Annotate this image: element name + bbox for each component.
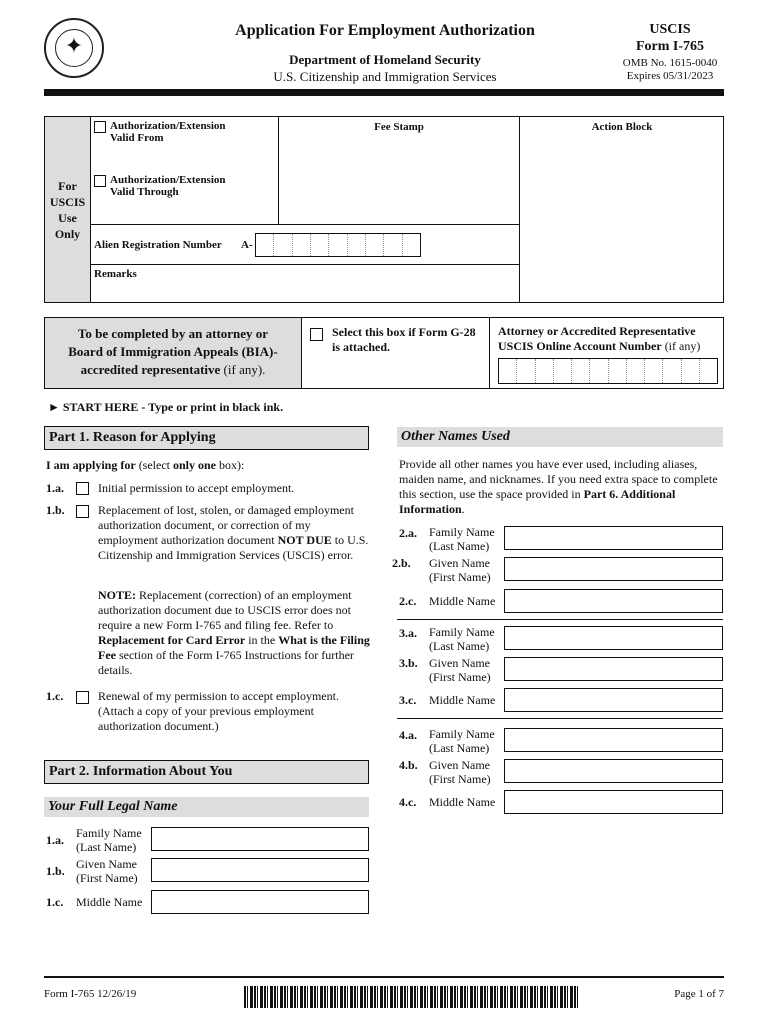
alien-number-cell [91, 225, 520, 265]
authorization-cell [91, 117, 279, 225]
item-1a-text: Initial permission to accept employment. [98, 481, 295, 495]
attorney-block [44, 317, 724, 389]
form-edition: Form I-765 12/26/19 [44, 988, 137, 1000]
account-number-label: Attorney or Accredited Representative USCIS Online Account Number (if any) [498, 324, 701, 353]
other-3a-number: 3.a. [399, 626, 417, 640]
page-number: Page 1 of 7 [674, 988, 724, 1000]
other-3c-middle-name-input[interactable] [504, 688, 723, 712]
other-3c-label: Middle Name [429, 693, 496, 707]
item-1b-number: 1.b. [46, 503, 65, 517]
part2-1c-number: 1.c. [46, 895, 64, 909]
item-1c-checkbox[interactable] [76, 691, 89, 704]
legal-family-name-input[interactable] [151, 827, 369, 851]
other-3b-given-name-input[interactable] [504, 657, 723, 681]
form-number: Form I-765 [635, 39, 705, 54]
remarks-cell [91, 265, 520, 302]
other-4b-label: Given Name (First Name) [429, 758, 491, 786]
other-3a-label: Family Name (Last Name) [429, 625, 495, 653]
item-1b-note: NOTE: Replacement (correction) of an employment authorization document due to USCIS error does not require a new Form I-765 and filing fee. Refer to Replacement for Card Error in the What is the Filing Fee section of the Form I-765 Instructions for further details. [98, 588, 370, 677]
group-divider [397, 718, 723, 719]
other-2c-number: 2.c. [399, 594, 417, 608]
department-name: Department of Homeland Security [289, 52, 481, 67]
item-1a-number: 1.a. [46, 481, 64, 495]
g28-cell [302, 318, 490, 388]
other-4c-middle-name-input[interactable] [504, 790, 723, 814]
other-2a-number: 2.a. [399, 526, 417, 540]
uscis-use-only-label: For USCIS Use Only [45, 117, 91, 302]
part2-1b-number: 1.b. [46, 864, 65, 878]
part1-intro: I am applying for (select only one box): [46, 458, 245, 472]
attorney-instruction [45, 318, 302, 388]
valid-from-checkbox[interactable] [94, 121, 106, 133]
item-1c-number: 1.c. [46, 689, 64, 703]
part2-1c-label: Middle Name [76, 895, 143, 909]
part1-heading: Part 1. Reason for Applying [44, 426, 369, 450]
other-2b-given-name-input[interactable] [504, 557, 723, 581]
legal-given-name-input[interactable] [151, 858, 369, 882]
other-4b-number: 4.b. [399, 758, 418, 772]
fee-stamp-label: Fee Stamp [374, 121, 424, 133]
fee-stamp-cell [279, 117, 520, 225]
other-4a-number: 4.a. [399, 728, 417, 742]
action-block-cell [520, 117, 724, 302]
group-divider [397, 619, 723, 620]
header-rule [44, 89, 724, 96]
full-legal-name-heading: Your Full Legal Name [44, 797, 369, 817]
barcode-icon [244, 986, 578, 1008]
other-3c-number: 3.c. [399, 693, 417, 707]
legal-middle-name-input[interactable] [151, 890, 369, 914]
other-4a-family-name-input[interactable] [504, 728, 723, 752]
uscis-label: USCIS [649, 22, 691, 37]
remarks-label: Remarks [94, 268, 137, 280]
item-1a-checkbox[interactable] [76, 482, 89, 495]
other-4b-given-name-input[interactable] [504, 759, 723, 783]
item-1c-text: Renewal of my permission to accept employment. (Attach a copy of your previous employment authorization document.) [98, 689, 339, 733]
account-number-input[interactable] [498, 358, 718, 384]
alien-prefix: A- [241, 239, 253, 251]
start-here-instruction: ► START HERE - Type or print in black ink. [48, 400, 284, 414]
form-title: Application For Employment Authorization [235, 22, 535, 39]
other-3b-number: 3.b. [399, 656, 418, 670]
other-2a-family-name-input[interactable] [504, 526, 723, 550]
item-1b-text: Replacement of lost, stolen, or damaged employment authorization document, or correction of my employment authorization document NOT DUE to U.S. Citizenship and Immigration Services (USCIS) error. [98, 503, 369, 562]
attorney-line-3: accredited representative (if any). [80, 362, 266, 377]
other-2a-label: Family Name (Last Name) [429, 525, 495, 553]
omb-number: OMB No. 1615-0040 [622, 57, 718, 69]
other-3a-family-name-input[interactable] [504, 626, 723, 650]
action-block-label: Action Block [591, 121, 653, 133]
attorney-line-2: Board of Immigration Appeals (BIA)- [68, 344, 278, 359]
expiration-date: Expires 05/31/2023 [626, 70, 714, 82]
other-2c-label: Middle Name [429, 594, 496, 608]
other-2b-label: Given Name (First Name) [429, 556, 491, 584]
part2-1a-number: 1.a. [46, 833, 64, 847]
footer-rule [44, 976, 724, 978]
other-4c-number: 4.c. [399, 795, 417, 809]
dhs-seal-icon: ✦ [44, 18, 104, 78]
other-2b-number: 2.b. [392, 556, 411, 570]
other-2c-middle-name-input[interactable] [504, 589, 723, 613]
valid-through-label: Authorization/Extension Valid Through [110, 174, 226, 198]
alien-number-input[interactable] [255, 233, 421, 257]
agency-name: U.S. Citizenship and Immigration Services [273, 69, 497, 84]
alien-number-label: Alien Registration Number [94, 239, 222, 251]
other-names-intro: Provide all other names you have ever used, including aliases, maiden name, and nicknames. If you need extra space to complete this section, use the space provided in Part 6. Additional Information. [399, 457, 718, 516]
other-4a-label: Family Name (Last Name) [429, 727, 495, 755]
other-3b-label: Given Name (First Name) [429, 656, 491, 684]
attorney-line-1: To be completed by an attorney or [77, 326, 269, 341]
valid-through-checkbox[interactable] [94, 175, 106, 187]
other-names-heading: Other Names Used [397, 427, 723, 447]
uscis-use-block [44, 116, 724, 303]
part2-heading: Part 2. Information About You [44, 760, 369, 784]
item-1b-checkbox[interactable] [76, 505, 89, 518]
g28-label: Select this box if Form G-28 is attached. [332, 325, 476, 354]
part2-1a-label: Family Name (Last Name) [76, 826, 142, 854]
valid-from-label: Authorization/Extension Valid From [110, 120, 226, 144]
other-4c-label: Middle Name [429, 795, 496, 809]
account-number-cell [490, 318, 723, 388]
g28-checkbox[interactable] [310, 328, 323, 341]
part2-1b-label: Given Name (First Name) [76, 857, 138, 885]
